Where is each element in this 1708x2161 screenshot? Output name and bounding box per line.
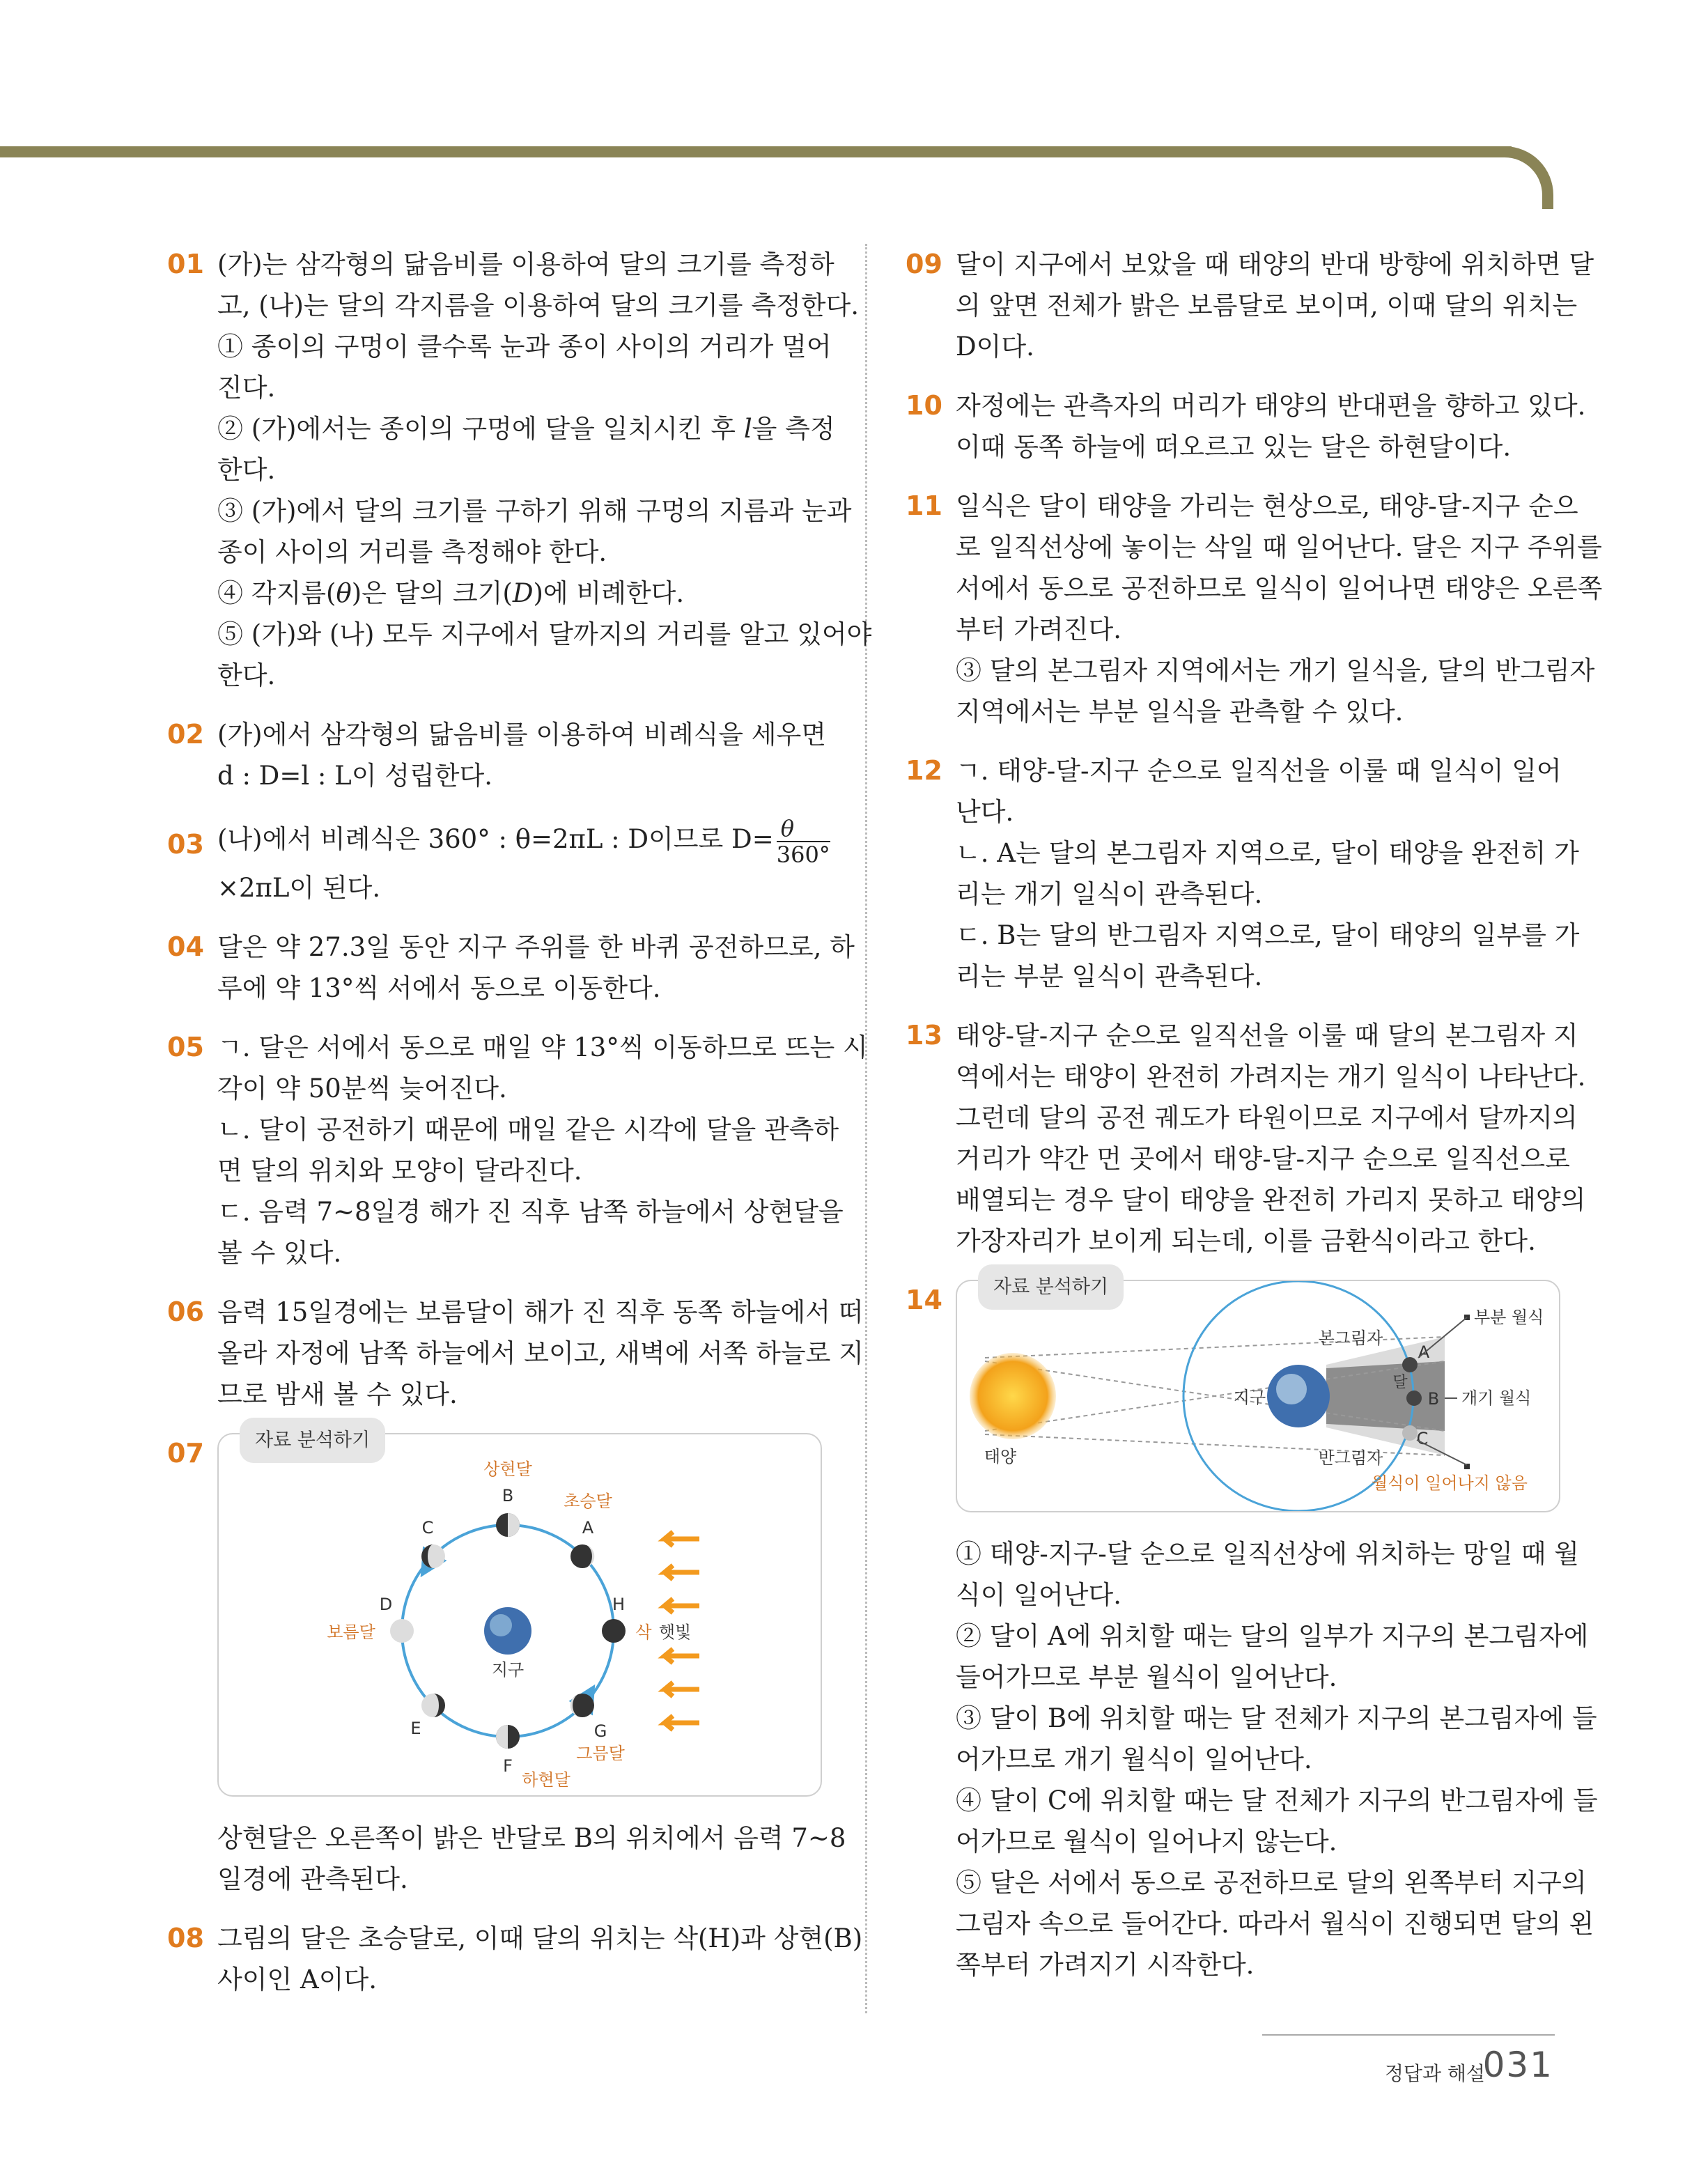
text-line: 달은 약 27.3일 동안 지구 주위를 한 바퀴 공전하므로, 하 bbox=[217, 931, 855, 962]
right-column bbox=[906, 244, 1603, 2004]
text-line: 쪽부터 가려지기 시작한다. bbox=[956, 1950, 1255, 1980]
text-line: 볼 수 있다. bbox=[217, 1237, 342, 1268]
text-line: ㄷ. 음력 7~8일경 해가 진 직후 남쪽 하늘에서 상현달을 bbox=[217, 1196, 844, 1227]
text-line: D이다. bbox=[956, 332, 1034, 362]
text-line: 올라 자정에 남쪽 하늘에서 보이고, 새벽에 서쪽 하늘로 지 bbox=[217, 1338, 864, 1368]
text-line: 가장자리가 보이게 되는데, 이를 금환식이라고 한다. bbox=[956, 1226, 1536, 1256]
fraction bbox=[777, 816, 830, 867]
answer-06 bbox=[167, 1292, 864, 1415]
text-line: ㄷ. B는 달의 반그림자 지역으로, 달이 태양의 일부를 가 bbox=[956, 920, 1580, 950]
text-line: 상현달은 오른쪽이 밝은 반달로 B의 위치에서 음력 7~8 bbox=[217, 1822, 846, 1853]
answer-03 bbox=[167, 814, 830, 908]
moon-icon-G bbox=[570, 1694, 594, 1717]
text-line: 므로 밤새 볼 수 있다. bbox=[217, 1379, 458, 1409]
moon-icon-F bbox=[496, 1725, 520, 1749]
label-waning-crescent: 그믐달 bbox=[576, 1743, 625, 1763]
moon-icon-C bbox=[421, 1544, 445, 1568]
text-line: 로 일직선상에 놓이는 삭일 때 일어난다. 달은 지구 주위를 bbox=[956, 532, 1602, 562]
text-line: 리는 개기 일식이 관측된다. bbox=[956, 879, 1263, 909]
item-number: 12 bbox=[906, 755, 942, 786]
text-line: ⑤ (가)와 (나) 모두 지구에서 달까지의 거리를 알고 있어야 bbox=[217, 619, 872, 649]
text-seg: ④ 각지름( bbox=[217, 578, 336, 608]
text-line: 루에 약 13°씩 서에서 동으로 이동한다. bbox=[217, 973, 661, 1003]
umbra-region bbox=[1326, 1361, 1445, 1431]
text-line: 의 앞면 전체가 밝은 보름달로 보이며, 이때 달의 위치는 bbox=[956, 291, 1578, 320]
text-line: 그림자 속으로 들어간다. 따라서 월식이 진행되면 달의 왼 bbox=[956, 1909, 1594, 1939]
answer-05 bbox=[167, 1027, 868, 1273]
text-seg: 을 측정 bbox=[752, 414, 835, 444]
text-line: 태양-달-지구 순으로 일직선을 이룰 때 달의 본그림자 지 bbox=[956, 1021, 1578, 1051]
text-line: ① 종이의 구멍이 클수록 눈과 종이 사이의 거리가 멀어 bbox=[217, 332, 832, 362]
item-number: 05 bbox=[167, 1031, 204, 1062]
text-line: 리는 부분 일식이 관측된다. bbox=[956, 961, 1263, 991]
letter-B: B bbox=[502, 1485, 514, 1505]
item-number: 10 bbox=[906, 390, 942, 421]
text-line bbox=[217, 573, 822, 614]
item-number: 13 bbox=[906, 1020, 942, 1051]
answer-14 bbox=[906, 1276, 1598, 1985]
text-line: 고, (나)는 달의 각지름을 이용하여 달의 크기를 측정한다. bbox=[217, 291, 860, 320]
text-line: 자정에는 관측자의 머리가 태양의 반대편을 향하고 있다. bbox=[956, 391, 1586, 421]
fraction-denominator: 360° bbox=[776, 841, 830, 868]
text-line: 어가므로 개기 월식이 일어난다. bbox=[956, 1744, 1312, 1774]
item-number: 07 bbox=[167, 1437, 204, 1469]
item-number: 11 bbox=[906, 490, 942, 521]
text-line: 난다. bbox=[956, 797, 1014, 827]
penumbra-label: 반그림자 bbox=[1318, 1448, 1383, 1468]
moon-icon-E bbox=[421, 1694, 445, 1717]
letter-F: F bbox=[503, 1756, 513, 1776]
answer-08 bbox=[167, 1918, 863, 2000]
text-line: 역에서는 태양이 완전히 가려지는 개기 일식이 나타난다. bbox=[956, 1062, 1586, 1092]
label-crescent: 초승달 bbox=[564, 1491, 612, 1511]
text-line: ⑤ 달은 서에서 동으로 공전하므로 달의 왼쪽부터 지구의 bbox=[956, 1868, 1587, 1898]
text-line: (가)에서 삼각형의 닮음비를 이용하여 비례식을 세우면 bbox=[217, 720, 826, 750]
moon-icon-H bbox=[602, 1619, 626, 1643]
text-line: 거리가 약간 먼 곳에서 태양-달-지구 순으로 일직선으로 bbox=[956, 1144, 1570, 1174]
label-total-eclipse: 개기 월식 bbox=[1461, 1388, 1532, 1408]
label-sunlight: 햇빛 bbox=[658, 1622, 692, 1642]
text-line: ㄱ. 달은 서에서 동으로 매일 약 13°씩 이동하므로 뜨는 시 bbox=[217, 1032, 868, 1062]
letter-C: C bbox=[1416, 1429, 1429, 1448]
math-var: l bbox=[743, 414, 752, 444]
text-line: ② 달이 A에 위치할 때는 달의 일부가 지구의 본그림자에 bbox=[956, 1621, 1589, 1651]
answer-04 bbox=[167, 927, 855, 1009]
text-line: 사이인 A이다. bbox=[217, 1964, 377, 1995]
text-line: 음력 15일경에는 보름달이 해가 진 직후 동쪽 하늘에서 떠 bbox=[217, 1296, 864, 1327]
text-line bbox=[217, 408, 835, 449]
text-line: ① 태양-지구-달 순으로 일직선상에 위치하는 망일 때 월 bbox=[956, 1539, 1579, 1569]
text-line: 그림의 달은 초승달로, 이때 달의 위치는 삭(H)과 상현(B) bbox=[217, 1923, 863, 1953]
text-line: 면 달의 위치와 모양이 달라진다. bbox=[217, 1155, 582, 1186]
page-number: 031 bbox=[1482, 2045, 1553, 2085]
item-number: 01 bbox=[167, 249, 204, 279]
answer-09 bbox=[906, 244, 1594, 367]
answer-12 bbox=[906, 750, 1580, 997]
text-seg: (나)에서 비례식은 360° : θ=2πL : D이므로 D= bbox=[217, 824, 774, 854]
label-first-quarter: 상현달 bbox=[483, 1459, 532, 1479]
letter-D: D bbox=[379, 1594, 393, 1614]
text-line: ③ 달이 B에 위치할 때는 달 전체가 지구의 본그림자에 들 bbox=[956, 1703, 1597, 1733]
moon-icon-A bbox=[570, 1544, 594, 1568]
label-new-moon: 삭 bbox=[635, 1622, 652, 1642]
text-line: ㄴ. 달이 공전하기 때문에 매일 같은 시각에 달을 관측하 bbox=[217, 1114, 839, 1145]
text-line: (가)는 삼각형의 닮음비를 이용하여 달의 크기를 측정하 bbox=[217, 249, 834, 279]
text-seg: )은 달의 크기( bbox=[351, 578, 513, 608]
analysis-tag: 자료 분석하기 bbox=[978, 1264, 1124, 1310]
text-line: 들어가므로 부분 월식이 일어난다. bbox=[956, 1662, 1337, 1692]
letter-G: G bbox=[593, 1721, 607, 1741]
text-line: ㄴ. A는 달의 본그림자 지역으로, 달이 태양을 완전히 가 bbox=[956, 838, 1579, 868]
moon-icon-C bbox=[1402, 1425, 1418, 1441]
earth-label: 지구 bbox=[1233, 1388, 1266, 1407]
item-number: 02 bbox=[167, 719, 204, 750]
text-line: 한다. bbox=[217, 455, 276, 485]
text-line: 달이 지구에서 보았을 때 태양의 반대 방향에 위치하면 달 bbox=[956, 249, 1594, 279]
text-line: ④ 달이 C에 위치할 때는 달 전체가 지구의 반그림자에 들 bbox=[956, 1786, 1598, 1815]
fraction-numerator: θ bbox=[777, 816, 830, 842]
header-bar bbox=[0, 146, 1512, 157]
header-bar-curve bbox=[1470, 146, 1553, 209]
answer-10 bbox=[906, 385, 1586, 467]
moon-icon-D bbox=[390, 1619, 414, 1643]
answer-01 bbox=[167, 244, 872, 696]
answer-13 bbox=[906, 1015, 1586, 1262]
lunar-eclipse-diagram bbox=[957, 1281, 1560, 1511]
text-line: 지역에서는 부분 일식을 관측할 수 있다. bbox=[956, 697, 1404, 727]
text-line: 일식은 달이 태양을 가리는 현상으로, 태양-달-지구 순으 bbox=[956, 491, 1578, 521]
text-line: d : D=l : L이 성립한다. bbox=[217, 761, 492, 791]
moon-icon-A bbox=[1402, 1357, 1418, 1372]
letter-A: A bbox=[1418, 1342, 1430, 1362]
orbit-diagram-box bbox=[217, 1429, 822, 1797]
earth-icon-highlight bbox=[490, 1614, 512, 1636]
label-no-eclipse: 월식이 일어나지 않음 bbox=[1372, 1473, 1528, 1493]
earth-label: 지구 bbox=[491, 1659, 525, 1680]
text-line: 각이 약 50분씩 늦어진다. bbox=[217, 1073, 507, 1103]
text-line: 진다. bbox=[217, 373, 276, 403]
text-line: 식이 일어난다. bbox=[956, 1580, 1121, 1610]
moon-icon-B bbox=[496, 1513, 520, 1537]
umbra-label: 본그림자 bbox=[1318, 1329, 1383, 1348]
text-seg: ② (가)에서는 종이의 구멍에 달을 일치시킨 후 bbox=[217, 414, 744, 444]
analysis-tag: 자료 분석하기 bbox=[240, 1418, 385, 1463]
letter-A: A bbox=[582, 1517, 594, 1538]
math-var: θ bbox=[336, 578, 352, 608]
moon-label: 달 bbox=[1392, 1374, 1408, 1391]
letter-E: E bbox=[410, 1718, 421, 1738]
item-number: 03 bbox=[167, 829, 204, 860]
moon-orbit-diagram bbox=[219, 1434, 822, 1795]
answer-02 bbox=[167, 714, 826, 796]
text-line: 서에서 동으로 공전하므로 일식이 일어나면 태양은 오른쪽 bbox=[956, 573, 1603, 603]
text-line: 부터 가려진다. bbox=[956, 614, 1121, 644]
text-line: 일경에 관측된다. bbox=[217, 1864, 408, 1894]
moon-icon-B bbox=[1406, 1391, 1422, 1406]
item-number: 04 bbox=[167, 931, 204, 962]
earth-icon-highlight bbox=[1276, 1374, 1307, 1404]
label-full-moon: 보름달 bbox=[327, 1622, 375, 1642]
answer-11 bbox=[906, 486, 1603, 732]
text-seg: )에 비례한다. bbox=[533, 578, 685, 608]
letter-H: H bbox=[612, 1594, 626, 1614]
item-number: 09 bbox=[906, 249, 942, 279]
item-number: 06 bbox=[167, 1296, 204, 1327]
text-line: ③ (가)에서 달의 크기를 구하기 위해 구멍의 지름과 눈과 bbox=[217, 496, 852, 526]
text-line: 종이 사이의 거리를 측정해야 한다. bbox=[217, 537, 607, 567]
text-line: ㄱ. 태양-달-지구 순으로 일직선을 이룰 때 일식이 일어 bbox=[956, 756, 1562, 786]
footer-label: 정답과 해설 bbox=[1384, 2062, 1485, 2085]
text-line: ③ 달의 본그림자 지역에서는 개기 일식을, 달의 반그림자 bbox=[956, 656, 1595, 686]
eclipse-diagram-box bbox=[956, 1276, 1560, 1512]
sun-label: 태양 bbox=[984, 1447, 1017, 1466]
math-var: D bbox=[512, 578, 534, 608]
letter-C: C bbox=[421, 1517, 434, 1538]
text-line bbox=[217, 814, 830, 868]
item-number: 14 bbox=[906, 1285, 942, 1315]
column-divider bbox=[865, 244, 867, 2013]
text-line: 배열되는 경우 달이 태양을 완전히 가리지 못하고 태양의 bbox=[956, 1185, 1586, 1215]
answer-07 bbox=[167, 1429, 846, 1900]
text-line: 한다. bbox=[217, 660, 276, 690]
left-column bbox=[167, 244, 872, 2018]
letter-B: B bbox=[1427, 1389, 1440, 1409]
label-partial-eclipse: 부분 월식 bbox=[1474, 1308, 1544, 1327]
label-last-quarter: 하현달 bbox=[522, 1769, 570, 1790]
text-line: 그런데 달의 공전 궤도가 타원이므로 지구에서 달까지의 bbox=[956, 1103, 1578, 1133]
text-line: 어가므로 월식이 일어나지 않는다. bbox=[956, 1827, 1337, 1857]
text-line: 이때 동쪽 하늘에 떠오르고 있는 달은 하현달이다. bbox=[956, 432, 1512, 462]
text-line: ×2πL이 된다. bbox=[217, 872, 381, 903]
item-number: 08 bbox=[167, 1922, 204, 1953]
sun-icon bbox=[970, 1353, 1056, 1439]
